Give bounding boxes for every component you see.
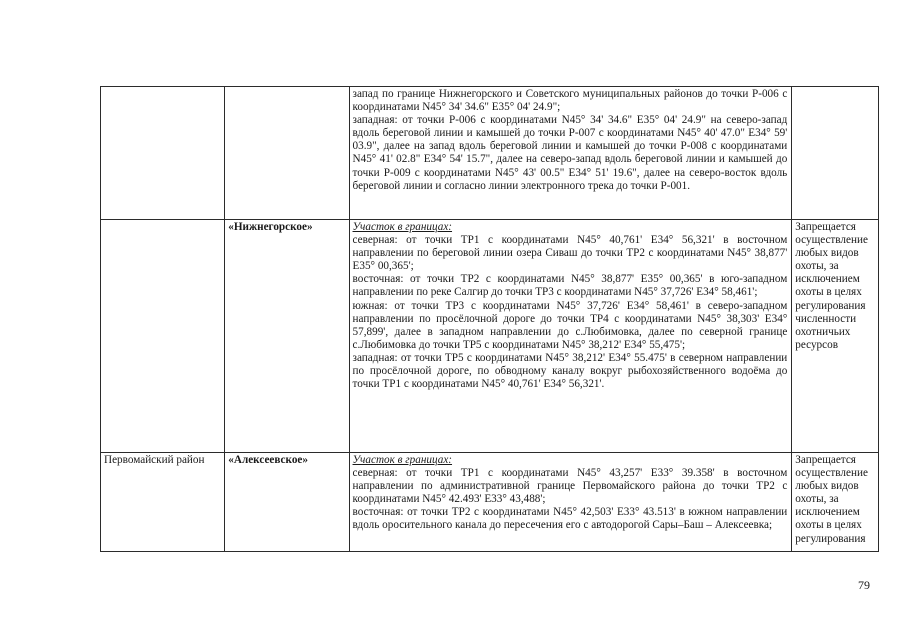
restriction-line: охоты в целях <box>795 286 862 299</box>
table-row <box>101 453 879 552</box>
area-name: «Алексеевское» <box>225 453 349 552</box>
restriction-line: осуществление <box>795 467 868 480</box>
boundary-paragraph: западная: от точки ТР5 с координатами N45° 38,212' E34° 55.475' в северном направлении по просёлочной дороге, по обводному каналу вокруг рыбохозяйственного водоёма до точки ТР1 с координатами N45° 40,761' E34° 56,321'. <box>352 351 788 391</box>
restriction-line: охоты, за <box>795 260 839 273</box>
section-title: Участок в границах: <box>352 454 453 466</box>
boundary-paragraph: южная: от точки ТР3 с координатами N45° 37,726' E34° 58,461' в северо-западном направлении по просёлочной дороге до точки ТР4 с координатами N45° 38,303' E34° 57,899', далее в западном направлении до с.Любимовка, далее по северной границе с.Любимовка до точки ТР5 с координатами N45° 38,212' E34° 55,475'; <box>352 299 788 351</box>
restriction-line: охотничьих <box>795 325 851 338</box>
restriction-line: Запрещается <box>795 221 856 233</box>
restriction-line: ресурсов <box>795 338 838 351</box>
boundary-paragraph: северная: от точки ТР1 с координатами N45° 43,257' E33° 39.358' в восточном направлении по административной границе Первомайского района до точки ТР2 с координатами N45° 42.493' E33° 43,488'; <box>352 467 788 506</box>
boundary-paragraph: восточная: от точки ТР2 с координатами N45° 42,503' E33° 43.513' в южном направлении вдоль оросительного канала до пересечения его с автодорогой Сары–Баш – Алексеевка; <box>352 506 788 532</box>
district-cell <box>101 87 225 220</box>
restriction-cell <box>792 453 879 552</box>
restriction-cell <box>792 220 879 453</box>
boundary-description-cell <box>349 453 792 552</box>
restriction-cell <box>792 87 879 220</box>
table-row <box>101 87 879 220</box>
boundary-paragraph: западная: от точки Р-006 с координатами N45° 34' 34.6" E35° 04' 24.9" на северо-запад вдоль береговой линии и камышей до точки Р-007 с координатами N45° 40' 47.0" E34° 59' 03.9", далее на запад вдоль береговой линии и камышей до точки Р-008 с координатами N45° 41' 02.8" E34° 54' 15.7", далее на северо-запад вдоль береговой линии и камышей до точки Р-009 с координатами N45° 43' 00.5" E34° 51' 19.6", далее на северо-восток вдоль береговой линии и согласно линии электронного трека до точки Р-001. <box>352 114 788 192</box>
table-row <box>101 220 879 453</box>
district-cell <box>101 220 225 453</box>
restriction-line: регулирования <box>795 299 866 312</box>
restriction-line: исключением <box>795 506 860 519</box>
boundary-paragraph: северная: от точки ТР1 с координатами N45° 40,761' E34° 56,321' в восточном направлении по береговой линии озера Сиваш до точки ТР2 с координатами N45° 38,877' E35° 00,365'; <box>352 234 788 273</box>
restriction-line: Запрещается <box>795 454 856 466</box>
page-number: 79 <box>858 578 870 592</box>
boundary-paragraph: восточная: от точки ТР2 с координатами N45° 38,877' E35° 00,365' в юго-западном направлении по реке Салгир до точки ТР3 с координатами N45° 37,726' E34° 58,461'; <box>352 273 788 299</box>
boundary-description-cell <box>349 87 792 220</box>
section-title: Участок в границах: <box>352 221 453 233</box>
area-cell <box>225 87 349 220</box>
restriction-line: любых видов <box>795 480 859 493</box>
boundary-description-cell <box>349 220 792 453</box>
restriction-line: регулирования <box>795 532 866 545</box>
restriction-line: охоты в целях <box>795 519 862 532</box>
district-name: Первомайский район <box>101 453 225 552</box>
restriction-line: любых видов <box>795 247 859 260</box>
hunting-areas-table <box>100 86 879 552</box>
boundary-paragraph: запад по границе Нижнегорского и Советского муниципальных районов до точки Р-006 с координатами N45° 34' 34.6" E35° 04' 24.9"; <box>352 88 788 114</box>
restriction-line: исключением <box>795 273 860 286</box>
area-name: «Нижнегорское» <box>225 220 349 453</box>
restriction-line: охоты, за <box>795 493 839 506</box>
restriction-line: численности <box>795 312 857 325</box>
restriction-line: осуществление <box>795 234 868 247</box>
